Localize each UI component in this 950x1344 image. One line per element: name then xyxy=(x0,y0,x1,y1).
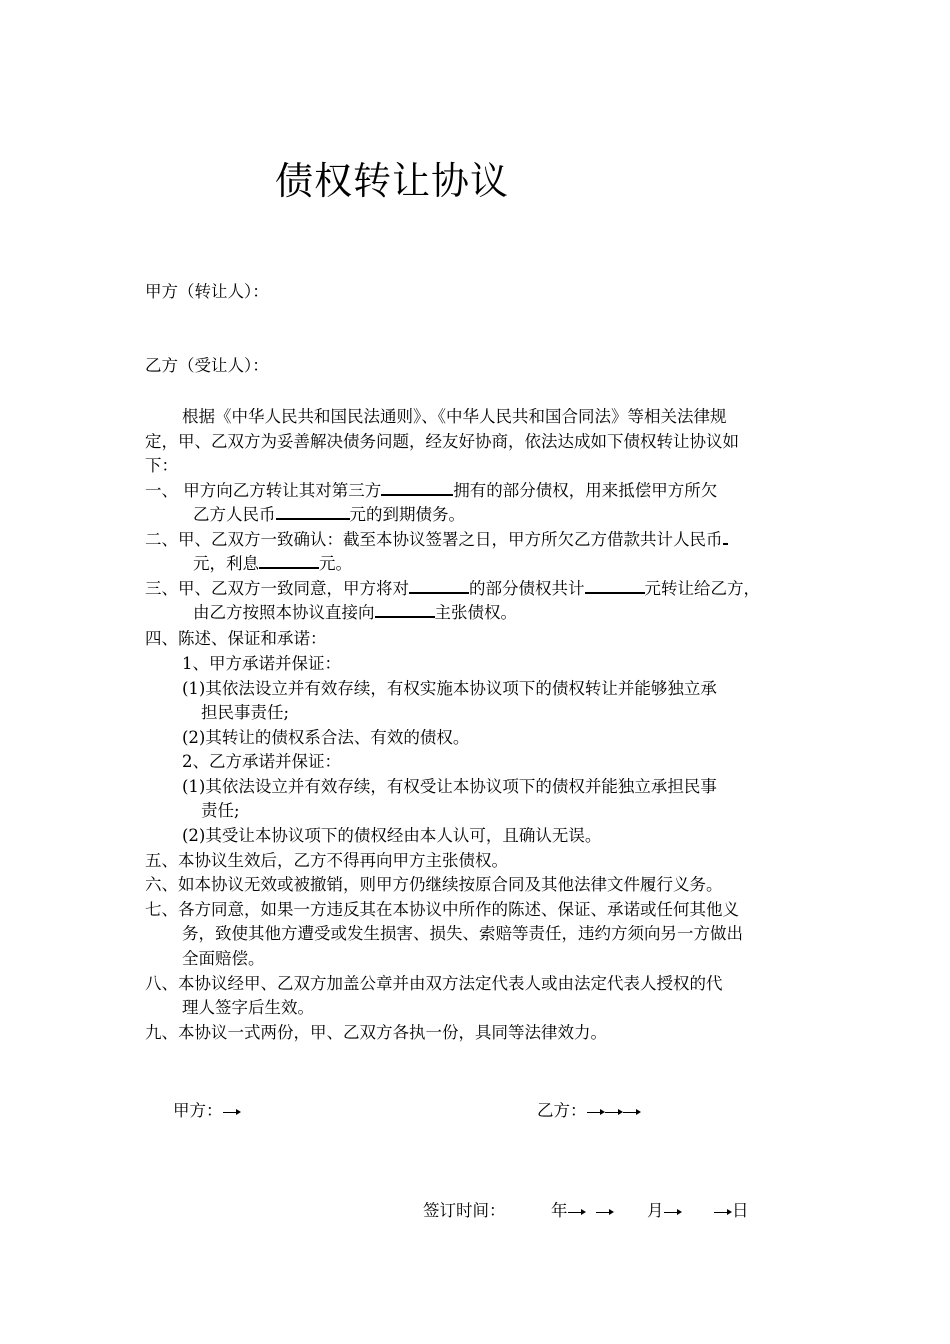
clause-2-text-c: 元。 xyxy=(319,554,352,573)
signature-party-b xyxy=(537,1097,641,1121)
clause-1-text-b: 拥有的部分债权，用来抵偿甲方所欠 xyxy=(453,481,718,500)
clause-4-b2: (2)其受让本协议项下的债权经由本人认可，且确认无误。 xyxy=(182,826,602,845)
preamble-line-1: 根据《中华人民共和国民法通则》、《中华人民共和国合同法》等相关法律规 xyxy=(182,407,727,426)
tab-arrow-icon xyxy=(714,1207,732,1217)
preamble-line-2: 定，甲、乙双方为妥善解决债务问题，经友好协商，依法达成如下债权转让协议如 xyxy=(145,432,739,451)
clause-4-a-heading: 1、甲方承诺并保证： xyxy=(182,654,341,673)
blank-transfer-amount[interactable] xyxy=(585,578,645,594)
clause-5: 五、本协议生效后，乙方不得再向甲方主张债权。 xyxy=(145,851,508,870)
blank-loan-total[interactable] xyxy=(723,529,728,545)
blank-amount[interactable] xyxy=(276,504,350,520)
document-title: 债权转让协议 xyxy=(275,159,510,203)
clause-3-line-2 xyxy=(193,599,517,623)
clause-9: 九、本协议一式两份，甲、乙双方各执一份，具同等法律效力。 xyxy=(145,1023,607,1042)
tab-arrow-icon xyxy=(623,1107,641,1117)
clause-1-line-1 xyxy=(145,477,717,501)
clause-2-line-2 xyxy=(193,550,352,574)
clause-1-line-2 xyxy=(193,501,465,525)
preamble-line-3: 下： xyxy=(145,456,178,475)
party-a-label: 甲方（转让人）： xyxy=(145,282,269,301)
year-label: 年 xyxy=(551,1201,568,1220)
tab-arrow-icon xyxy=(568,1207,586,1217)
sign-date-day xyxy=(714,1197,749,1221)
clause-4-b1: (1)其依法设立并有效存续，有权受让本协议项下的债权并能独立承担民事 xyxy=(182,777,717,796)
signature-b-label: 乙方： xyxy=(537,1101,587,1120)
signature-a-label: 甲方： xyxy=(173,1101,223,1120)
clause-6: 六、如本协议无效或被撤销，则甲方仍继续按原合同及其他法律文件履行义务。 xyxy=(145,875,723,894)
blank-third-party[interactable] xyxy=(381,480,453,496)
clause-2-text-a: 二、甲、乙双方一致确认：截至本协议签署之日，甲方所欠乙方借款共计人民币 xyxy=(145,530,723,549)
clause-3-text-d: 由乙方按照本协议直接向 xyxy=(193,603,375,622)
clause-7-line-2: 务，致使其他方遭受或发生损害、损失、索赔等责任，违约方须向另一方做出 xyxy=(182,924,743,943)
clause-8-line-1: 八、本协议经甲、乙双方加盖公章并由双方法定代表人或由法定代表人授权的代 xyxy=(145,974,723,993)
clause-2-text-b: 元，利息 xyxy=(193,554,259,573)
tab-arrow-icon xyxy=(605,1107,623,1117)
clause-3-text-a: 三、甲、乙双方一致同意，甲方将对 xyxy=(145,579,409,598)
clause-4-b1-cont: 责任; xyxy=(201,801,240,820)
tab-arrow-icon xyxy=(587,1107,605,1117)
clause-1-text-c: 乙方人民币 xyxy=(193,505,276,524)
clause-3-line-1 xyxy=(145,575,760,599)
sign-date-year xyxy=(551,1197,614,1221)
day-label: 日 xyxy=(732,1201,749,1220)
signature-party-a xyxy=(173,1097,241,1121)
sign-date-label: 签订时间： xyxy=(423,1201,506,1220)
clause-2-line-1 xyxy=(145,526,728,550)
clause-4-heading: 四、陈述、保证和承诺： xyxy=(145,629,327,648)
clause-3-text-e: 主张债权。 xyxy=(434,603,517,622)
clause-4-a2: (2)其转让的债权系合法、有效的债权。 xyxy=(182,728,470,747)
clause-3-text-c: 元转让给乙方， xyxy=(644,579,760,598)
blank-claim-target[interactable] xyxy=(375,602,435,618)
clause-3-text-b: 的部分债权共计 xyxy=(469,579,585,598)
clause-4-a1-cont: 担民事责任; xyxy=(201,703,290,722)
tab-arrow-icon xyxy=(596,1207,614,1217)
tab-arrow-icon xyxy=(664,1207,682,1217)
party-b-label: 乙方（受让人）： xyxy=(145,356,269,375)
month-label: 月 xyxy=(647,1201,664,1220)
clause-1-text-d: 元的到期债务。 xyxy=(349,505,465,524)
blank-debtor[interactable] xyxy=(409,578,469,594)
blank-interest[interactable] xyxy=(259,553,319,569)
sign-date-month xyxy=(647,1197,682,1221)
tab-arrow-icon xyxy=(223,1107,241,1117)
clause-4-b-heading: 2、乙方承诺并保证： xyxy=(182,752,341,771)
clause-8-line-2: 理人签字后生效。 xyxy=(182,998,314,1017)
clause-7-line-3: 全面赔偿。 xyxy=(182,949,265,968)
clause-4-a1: (1)其依法设立并有效存续，有权实施本协议项下的债权转让并能够独立承 xyxy=(182,679,717,698)
clause-1-text-a: 一、 甲方向乙方转让其对第三方 xyxy=(145,481,382,500)
clause-7-line-1: 七、各方同意，如果一方违反其在本协议中所作的陈述、保证、承诺或任何其他义 xyxy=(145,900,739,919)
